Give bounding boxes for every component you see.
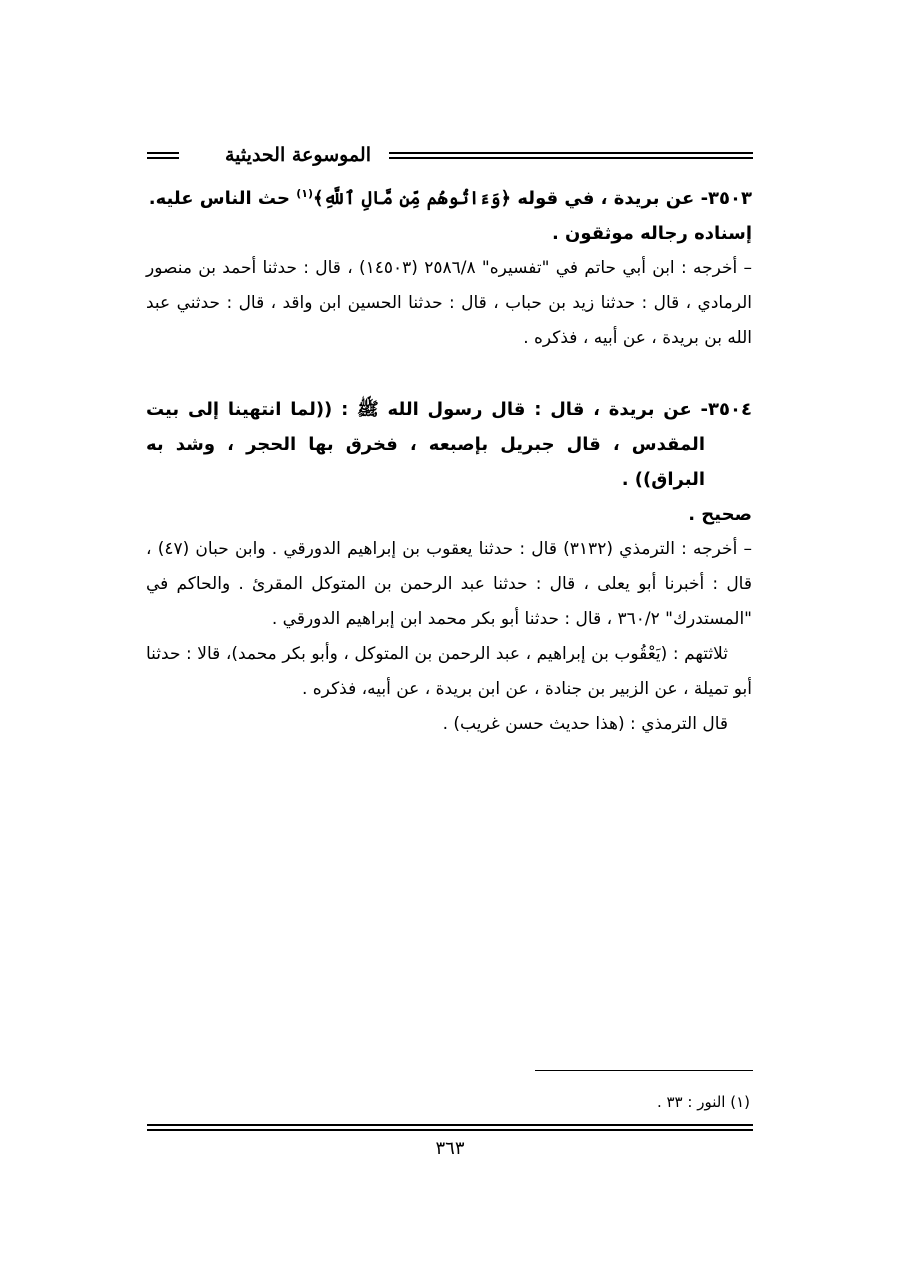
hadith-takhrij: – أخرجه : الترمذي (٣١٣٢) قال : حدثنا يعقوب بن إبراهيم الدورقي . وابن حبان (٤٧) ، قال : أخبرنا أبو يعلى ، قال : حدثنا عبد الرحمن بن المتوكل المقرئ . والحاكم في "المستدرك" ٣٦٠/٢ ، قال : حدثنا أبو بكر محمد ابن إبراهيم الدورقي .: [146, 539, 752, 629]
footnote-divider: [535, 1070, 753, 1071]
section-gap: [146, 356, 752, 392]
hadith-text-before: عن بريدة ، في قوله: [517, 188, 695, 209]
page-number: ٣٦٣: [435, 1138, 465, 1159]
hadith-takhrij: – أخرجه : ابن أبي حاتم في "تفسيره" ٢٥٨٦/٨ (١٤٥٠٣) ، قال : حدثنا أحمد بن منصور الرمادي ، قال : حدثنا زيد بن حباب ، قال : حدثنا الحسين ابن واقد ، قال : حدثني عبد الله بن بريدة ، عن أبيه ، فذكره .: [146, 258, 752, 348]
hadith-text-after: حث الناس عليه.: [148, 188, 290, 209]
quran-verse: ﴿وَءَاتُوهُم مِّن مَّالِ ٱللَّهِ﴾: [313, 188, 512, 209]
footnote: (١) النور : ٣٣ .: [656, 1093, 750, 1111]
hadith-3503: [146, 176, 752, 216]
hadith-3504: [146, 392, 752, 497]
page-content: [146, 176, 752, 742]
hadith-verdict: صحيح .: [688, 504, 752, 525]
hadith-chain-summary: ثلاثتهم : (يَعْقُوب بن إبراهيم ، عبد الرحمن بن المتوكل ، وأبو بكر محمد)، قالا : حدثنا أبو تميلة ، عن الزبير بن جنادة ، عن ابن بريدة ، عن أبيه، فذكره .: [146, 644, 752, 699]
footer-rule: [147, 1124, 753, 1131]
header-rule-left: [147, 152, 179, 159]
running-header: [147, 140, 753, 170]
footnote-ref[interactable]: (١): [296, 187, 313, 200]
header-rule-right: [389, 152, 753, 159]
hadith-number: ٣٥٠٤-: [700, 399, 752, 420]
hadith-verdict: إسناده رجاله موثقون .: [551, 223, 752, 244]
hadith-text: عن بريدة ، قال : قال رسول الله ﷺ : ((لما انتهينا إلى بيت المقدس ، قال جبريل بإصبعه ، فخرق بها الحجر ، وشد به البراق)) .: [146, 399, 705, 490]
header-title: الموسوعة الحديثية: [225, 144, 371, 166]
hadith-number: ٣٥٠٣-: [700, 188, 752, 209]
tirmidhi-comment: قال الترمذي : (هذا حديث حسن غريب) .: [442, 714, 728, 734]
